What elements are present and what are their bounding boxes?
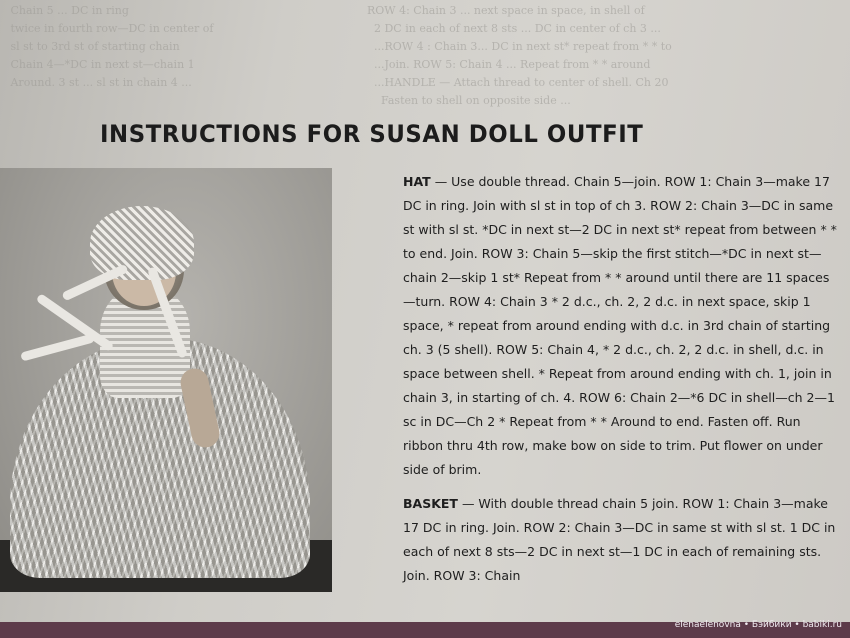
basket-body: — With double thread chain 5 join. ROW 1: Chain 3—make 17 DC in ring. Join. ROW 2: Chain 3—DC in same st with sl st. 1 DC in each of next 8 sts—2 DC in next st—1 DC in each of remaining sts. Join. ROW 3: Chain bbox=[403, 496, 836, 583]
instructions-text bbox=[403, 170, 838, 598]
ribbon-streamer bbox=[20, 333, 95, 361]
hat-body: — Use double thread. Chain 5—join. ROW 1: Chain 3—make 17 DC in ring. Join with sl st in top of ch 3. ROW 2: Chain 3—DC in same st with sl st. *DC in next st—2 DC in next st* repeat from between * * to end. Join. ROW 3: Chain 5—skip the first stitch—*DC in next st—chain 2—skip 1 st* Repeat from * * around until there are 11 spaces —turn. ROW 4: Chain 3 * 2 d.c., ch. 2, 2 d.c. in next space, skip 1 space, * repeat from around ending with d.c. in 3rd chain of starting ch. 3 (5 shell). ROW 5: Chain 4, * 2 d.c., ch. 2, 2 d.c. in shell, d.c. in space between shell. * Repeat from around ending with ch. 1, join in chain 3, in starting of ch. 4. ROW 6: Chain 2—*6 DC in shell—ch 2—1 sc in DC—Ch 2 * Repeat from * * Around to end. Fasten off. Run ribbon thru 4th row, make bow on side to trim. Put flower on under side of brim. bbox=[403, 174, 837, 477]
bleed-through-text: ROW 4: Chain 3 ... next space in space, in shell of 2 DC in each of next 8 sts ... DC in center of ch 3 ... ...ROW 4 : Chain 3... DC in next st* repeat from * * to ...Join. ROW 5: Chain 4 ... Repeat from * * around ...HANDLE — Attach thread to center of shell. Ch 20 Fasten to shell on opposite side ... bbox=[366, 4, 672, 107]
watermark: elenaelenovna • Бэйбики • babiki.ru bbox=[674, 620, 842, 630]
hat-section bbox=[403, 170, 838, 482]
doll-bonnet bbox=[90, 206, 194, 280]
page-title: INSTRUCTIONS FOR SUSAN DOLL OUTFIT bbox=[100, 120, 644, 148]
hat-heading: HAT bbox=[403, 174, 431, 189]
bleed-through-text-left: Chain 5 ... DC in ring twice in fourth row—DC in center of sl st to 3rd st of starting chain Chain 4—*DC in next st—chain 1 Around. 3 st ... sl st in chain 4 ... bbox=[10, 4, 214, 89]
basket-section bbox=[403, 492, 838, 588]
doll-photo bbox=[0, 168, 332, 592]
basket-heading: BASKET bbox=[403, 496, 458, 511]
